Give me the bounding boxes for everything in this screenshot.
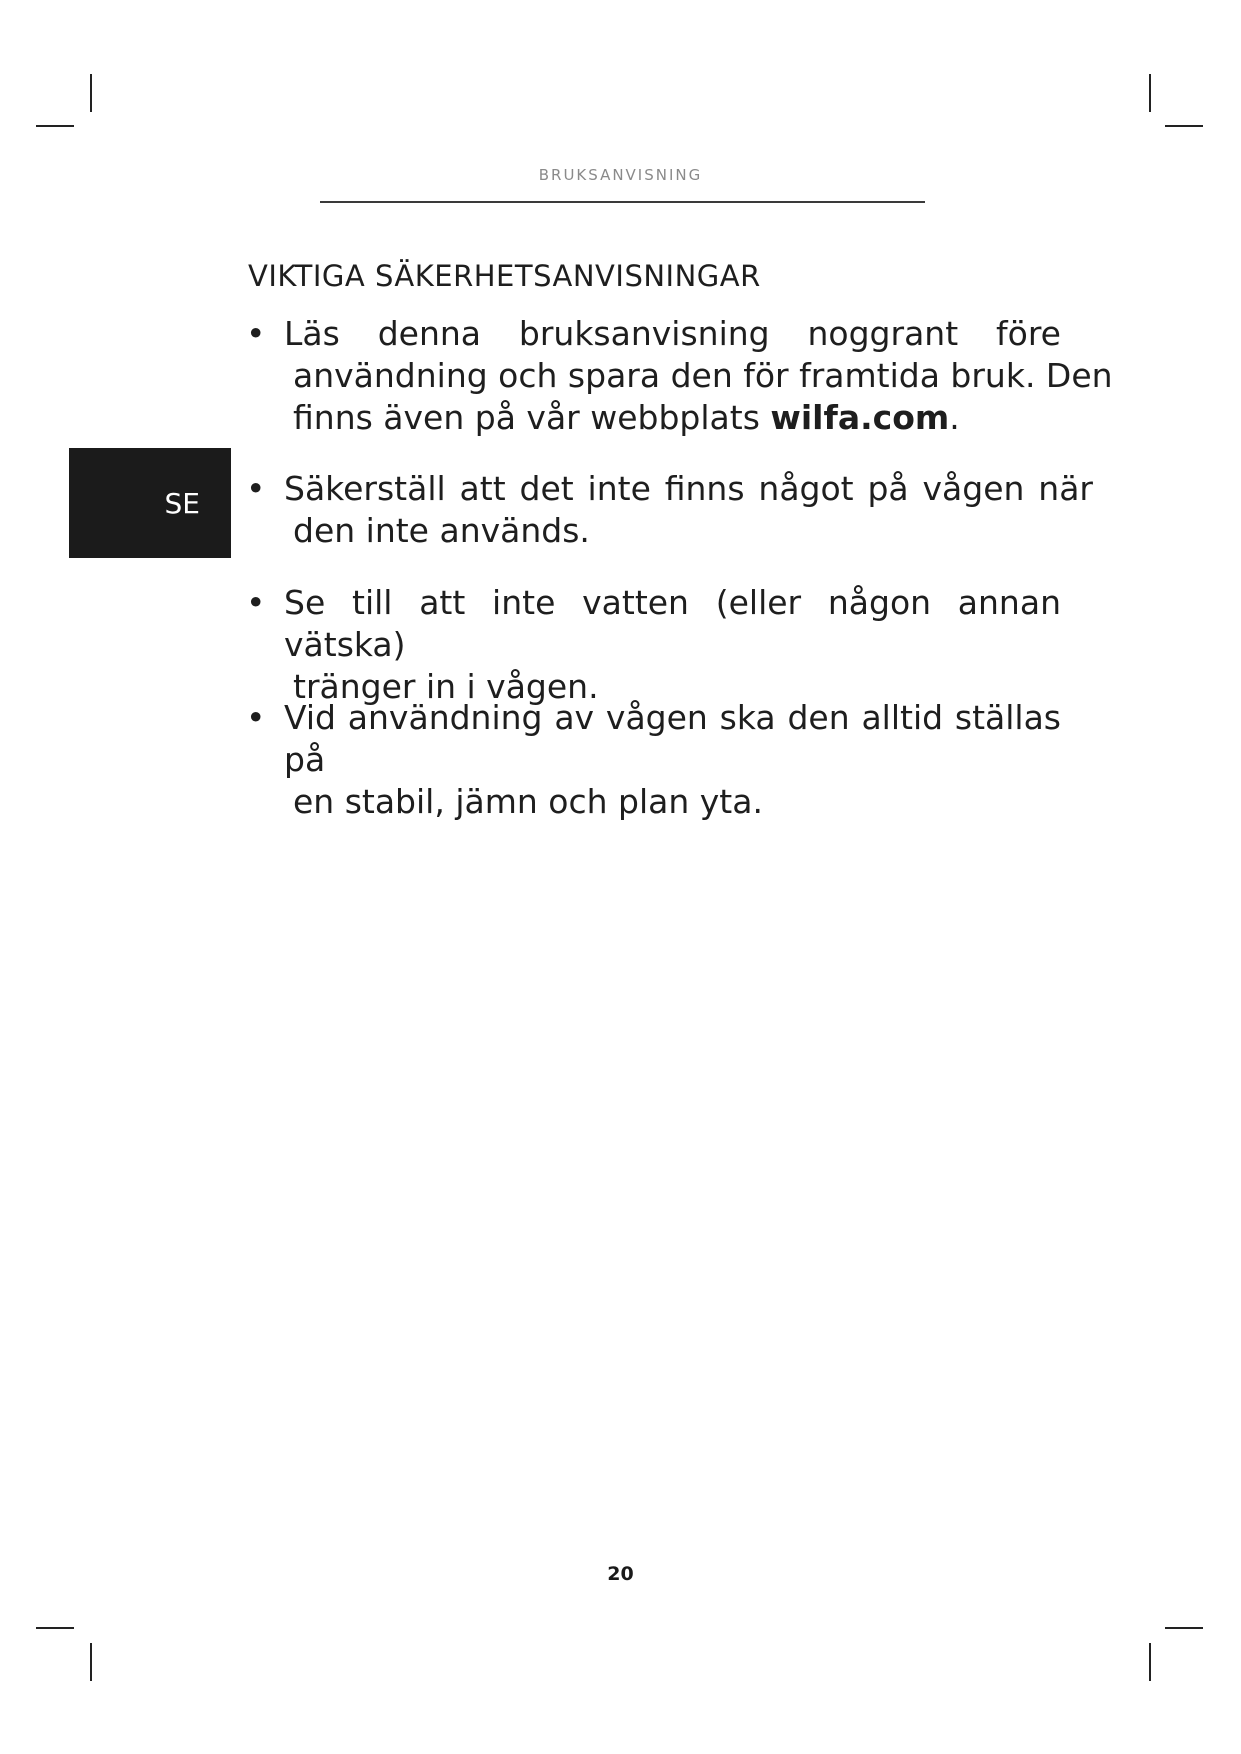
website-link[interactable]: wilfa.com: [770, 398, 950, 437]
bullet-text: [284, 468, 1093, 552]
bullet-line: Säkerställ att det inte finns något på vågen när: [284, 469, 1093, 508]
bullet-line-text: finns även på vår webbplats: [293, 398, 771, 437]
bullet-text: [284, 313, 1113, 439]
bullet-text: [284, 697, 1061, 823]
crop-mark-bottom-right-horizontal: [1165, 1627, 1203, 1629]
bullet-dot-icon: •: [246, 698, 266, 737]
bullet-line-suffix: .: [949, 398, 960, 437]
running-header: BRUKSANVISNING: [538, 166, 703, 184]
crop-mark-top-right-horizontal: [1165, 125, 1203, 127]
bullet-dot-icon: •: [246, 583, 266, 622]
safety-bullet: [246, 582, 1061, 708]
safety-bullet: [246, 313, 1113, 439]
crop-mark-top-right-vertical: [1149, 74, 1151, 112]
safety-bullet: [246, 697, 1061, 823]
crop-mark-top-left-vertical: [90, 74, 92, 112]
bullet-line: tränger in i vågen.: [293, 667, 599, 706]
bullet-line: Vid användning av vågen ska den alltid ställas på: [284, 698, 1061, 779]
crop-mark-bottom-right-vertical: [1149, 1643, 1151, 1681]
bullet-dot-icon: •: [246, 469, 266, 508]
header-rule: [320, 201, 925, 203]
bullet-text: [284, 582, 1061, 708]
crop-mark-top-left-horizontal: [36, 125, 74, 127]
bullet-line: Se till att inte vatten (eller någon annan vätska): [284, 583, 1061, 664]
language-tab-label: SE: [164, 486, 200, 520]
crop-mark-bottom-left-vertical: [90, 1643, 92, 1681]
bullet-line: en stabil, jämn och plan yta.: [293, 782, 763, 821]
section-title: VIKTIGA SÄKERHETSANVISNINGAR: [248, 259, 761, 293]
bullet-line: användning och spara den för framtida bruk. Den: [293, 356, 1113, 395]
bullet-line: Läs denna bruksanvisning noggrant före: [284, 314, 1061, 353]
bullet-line-with-link: [284, 397, 1061, 439]
bullet-line: den inte används.: [293, 511, 590, 550]
language-tab: [69, 448, 231, 558]
safety-bullet: [246, 468, 1093, 552]
page-number: 20: [607, 1563, 634, 1585]
bullet-dot-icon: •: [246, 314, 266, 353]
crop-mark-bottom-left-horizontal: [36, 1627, 74, 1629]
